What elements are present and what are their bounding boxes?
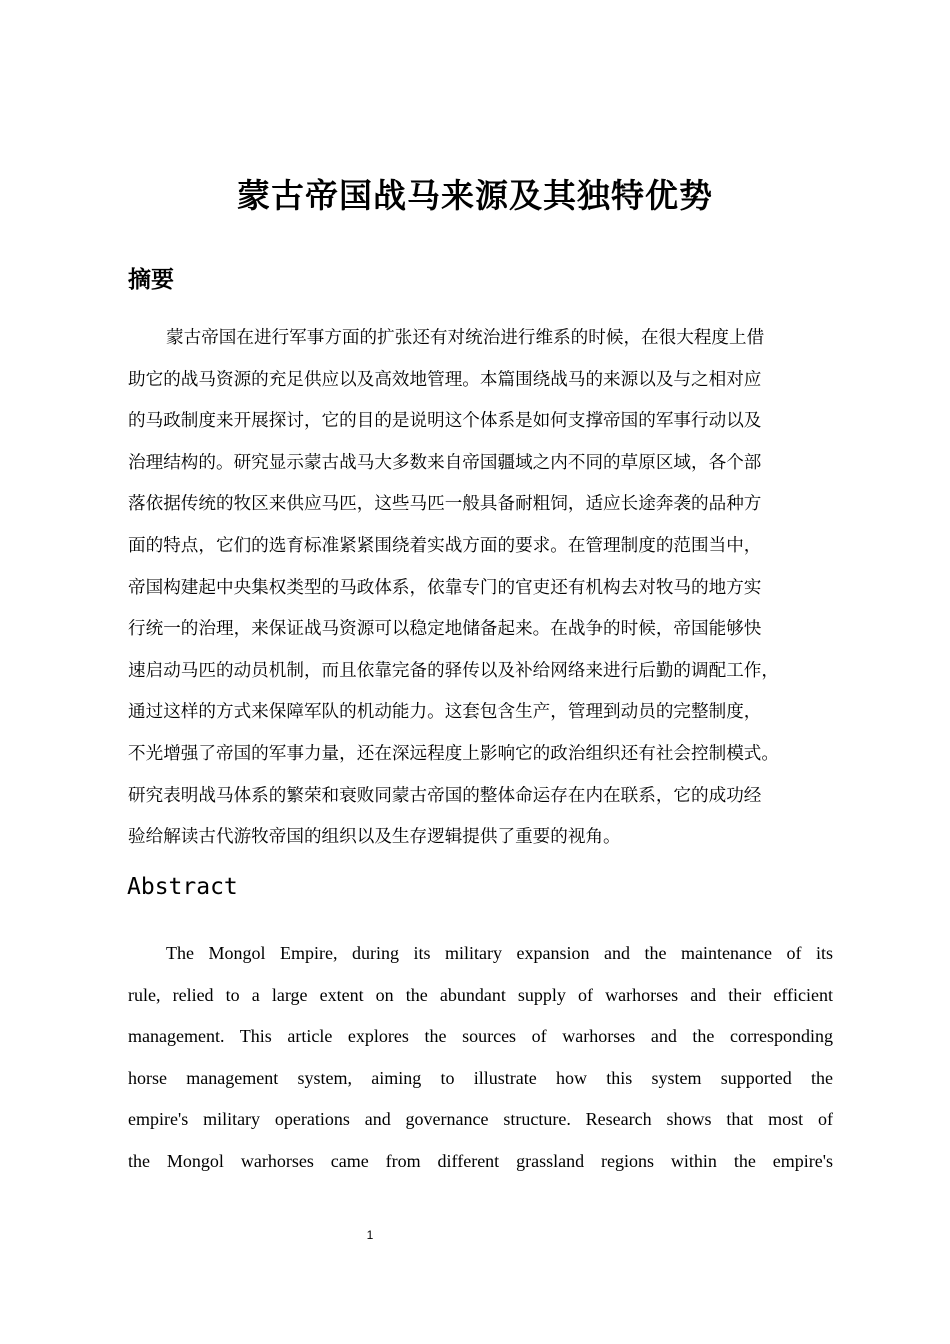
abstract-en-line-text: rule, relied to a large extent on the abundant supply of warhorses and their efficient <box>128 984 833 1005</box>
abstract-cn-line <box>128 443 834 485</box>
abstract-cn-line-text: 不光增强了帝国的军事力量，还在深远程度上影响它的政治组织还有社会控制模式。 <box>128 743 779 764</box>
abstract-cn-line <box>128 692 834 734</box>
abstract-cn-line <box>128 734 834 776</box>
abstract-cn-line <box>128 776 834 818</box>
abstract-cn-line-text: 通过这样的方式来保障军队的机动能力。这套包含生产，管理到动员的完整制度， <box>128 702 762 723</box>
abstract-cn-body <box>128 318 834 859</box>
abstract-cn-line <box>128 360 834 402</box>
abstract-cn-line <box>128 401 834 443</box>
abstract-en-line <box>128 1058 833 1100</box>
abstract-en-line <box>128 1099 833 1141</box>
abstract-cn-line <box>128 651 834 693</box>
abstract-en-body <box>128 933 833 1182</box>
abstract-cn-line <box>128 609 834 651</box>
abstract-cn-line <box>128 568 834 610</box>
page-number: 1 <box>366 1228 374 1242</box>
abstract-en-heading: Abstract <box>127 874 238 900</box>
abstract-en-line-text: horse management system, aiming to illustrate how this system supported the <box>128 1067 833 1088</box>
abstract-cn-line-text: 的马政制度来开展探讨，它的目的是说明这个体系是如何支撑帝国的军事行动以及 <box>128 411 762 432</box>
abstract-cn-line <box>128 817 834 859</box>
abstract-cn-line-text: 研究表明战马体系的繁荣和衰败同蒙古帝国的整体命运存在内在联系，它的成功经 <box>128 785 762 806</box>
abstract-en-line <box>128 975 833 1017</box>
abstract-en-line-text: empire's military operations and governance structure. Research shows that most of <box>128 1109 833 1129</box>
abstract-cn-line-text: 落依据传统的牧区来供应马匹，这些马匹一般具备耐粗饲，适应长途奔袭的品种方 <box>128 494 762 515</box>
abstract-cn-line-text: 验给解读古代游牧帝国的组织以及生存逻辑提供了重要的视角。 <box>128 827 621 848</box>
abstract-cn-line <box>128 318 834 360</box>
abstract-en-line-text: management. This article explores the sources of warhorses and the corresponding <box>128 1026 833 1046</box>
document-title: 蒙古帝国战马来源及其独特优势 <box>237 176 713 215</box>
abstract-en-line <box>128 1141 833 1183</box>
abstract-en-line <box>128 933 833 975</box>
abstract-cn-line <box>128 526 834 568</box>
abstract-en-line-text: the Mongol warhorses came from different grassland regions within the empire's <box>128 1150 833 1171</box>
abstract-cn-line-text: 蒙古帝国在进行军事方面的扩张还有对统治进行维系的时候，在很大程度上借 <box>166 328 765 348</box>
abstract-en-line <box>128 1016 833 1058</box>
abstract-cn-line-text: 速启动马匹的动员机制，而且依靠完备的驿传以及补给网络来进行后勤的调配工作， <box>128 660 779 681</box>
abstract-cn-line-text: 行统一的治理，来保证战马资源可以稳定地储备起来。在战争的时候，帝国能够快 <box>128 619 762 640</box>
abstract-cn-heading: 摘要 <box>128 266 174 293</box>
abstract-cn-line-text: 帝国构建起中央集权类型的马政体系，依靠专门的官吏还有机构去对牧马的地方实 <box>128 577 762 598</box>
abstract-cn-line-text: 面的特点，它们的选育标准紧紧围绕着实战方面的要求。在管理制度的范围当中， <box>128 535 762 556</box>
abstract-cn-line-text: 治理结构的。研究显示蒙古战马大多数来自帝国疆域之内不同的草原区域，各个部 <box>128 452 762 473</box>
abstract-cn-line-text: 助它的战马资源的充足供应以及高效地管理。本篇围绕战马的来源以及与之相对应 <box>128 369 762 390</box>
abstract-cn-line <box>128 484 834 526</box>
abstract-en-line-text: The Mongol Empire, during its military expansion and the maintenance of its <box>166 943 833 963</box>
